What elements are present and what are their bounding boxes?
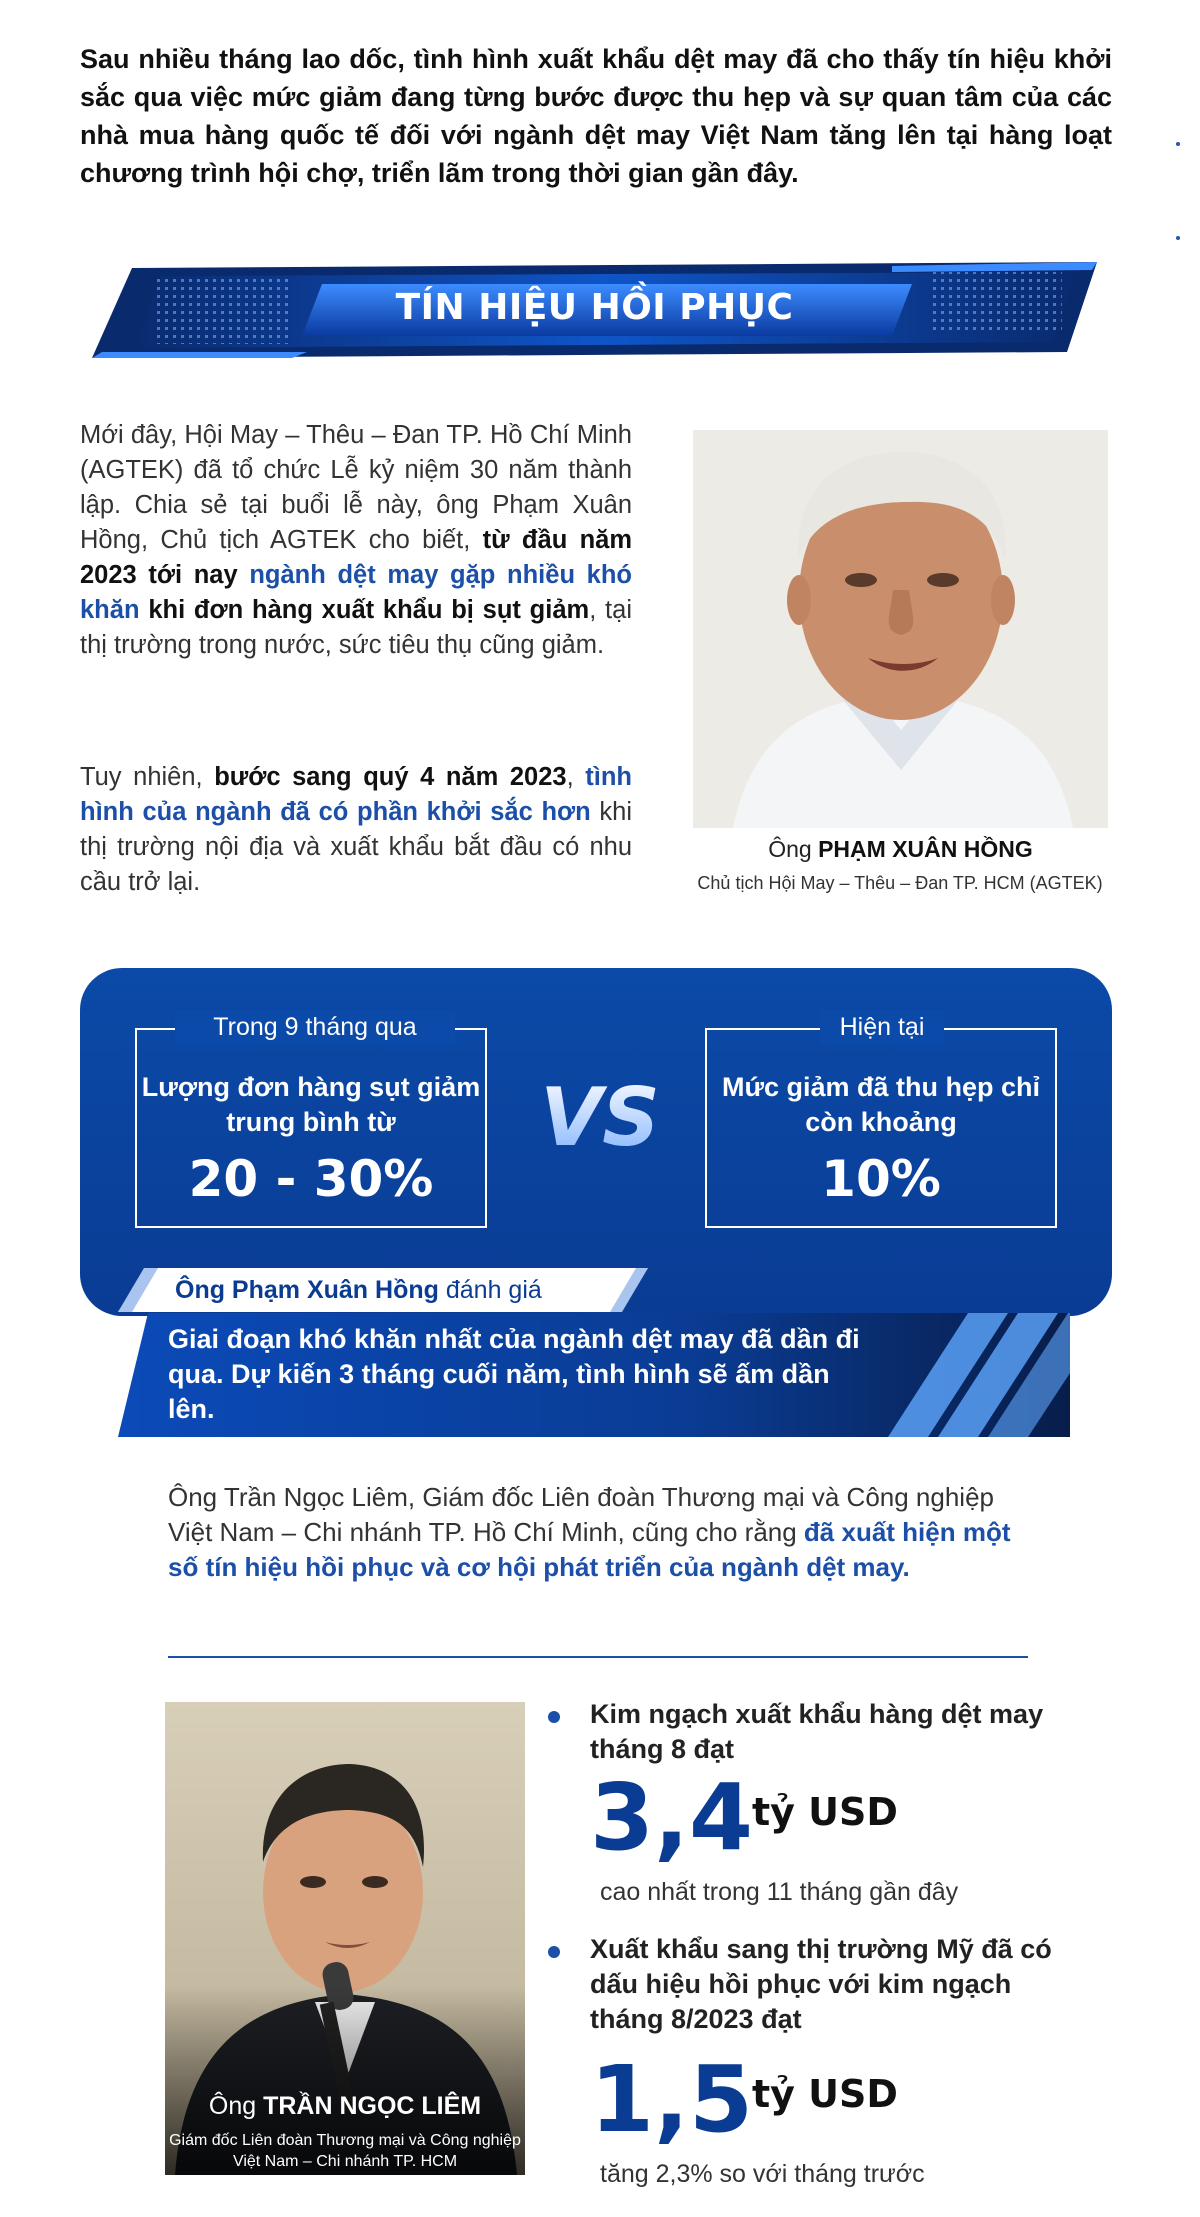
compare-right-label: Hiện tại: [820, 1010, 944, 1044]
caption-name-hong: Ông PHẠM XUÂN HỒNG: [768, 836, 1033, 862]
paragraph-agtek: Mới đây, Hội May – Thêu – Đan TP. Hồ Chí Minh (AGTEK) đã tổ chức Lễ kỷ niệm 30 năm thành lập. Chia sẻ tại buổi lễ này, ông Phạm Xuân Hồng, Chủ tịch AGTEK cho biết, từ đầu năm 2023 tới nay ngành dệt may gặp nhiều khó khăn khi đơn hàng xuất khẩu bị sụt giảm, tại thị trường trong nước, sức tiêu thụ cũng giảm.: [80, 421, 632, 659]
compare-left-label: Trong 9 tháng qua: [175, 1010, 455, 1044]
caption-name-liem: Ông TRẦN NGỌC LIÊM: [208, 2092, 482, 2120]
compare-right-text: Mức giảm đã thu hẹp chỉ còn khoảng: [721, 1072, 1041, 1137]
portrait-pham-xuan-hong: [693, 430, 1108, 828]
bullet-icon: [548, 1711, 560, 1723]
stat2-text: Xuất khẩu sang thị trường Mỹ đã có dấu hiệu hồi phục với kim ngạch tháng 8/2023 đạt: [590, 1934, 1052, 2034]
quote-text: Giai đoạn khó khăn nhất của ngành dệt may đã dần đi qua. Dự kiến 3 tháng cuối năm, tình hình sẽ ấm dần lên.: [168, 1324, 860, 1424]
side-dot: [1176, 236, 1180, 240]
stat1-text: Kim ngạch xuất khẩu hàng dệt may tháng 8 đạt: [590, 1699, 1044, 1764]
section-divider: [168, 1656, 1028, 1658]
stat1-sub: cao nhất trong 11 tháng gần đây: [600, 1878, 959, 1906]
stat1-unit: tỷ USD: [752, 1790, 898, 1834]
portrait-illustration: [693, 430, 1108, 828]
bullet-icon: [548, 1946, 560, 1958]
section-banner: [92, 262, 1097, 358]
stat2-value: 1,5: [590, 2046, 753, 2153]
quote-speaker-tag: Ông Phạm Xuân Hồng đánh giá: [175, 1276, 542, 1304]
intro-paragraph: Sau nhiều tháng lao dốc, tình hình xuất khẩu dệt may đã cho thấy tín hiệu khởi sắc qua việc mức giảm đang từng bước được thu hẹp và sự quan tâm của các nhà mua hàng quốc tế đối với ngành dệt may Việt Nam tăng lên tại hàng loạt chương trình hội chợ, triển lãm trong thời gian gần đây.: [80, 44, 1112, 188]
paragraph-recovery: Tuy nhiên, bước sang quý 4 năm 2023, tình hình của ngành đã có phần khởi sắc hơn khi thị trường nội địa và xuất khẩu bắt đầu có nhu cầu trở lại.: [80, 763, 632, 896]
vs-text: VS: [540, 1071, 660, 1164]
compare-left-text: Lượng đơn hàng sụt giảm trung bình từ: [141, 1072, 481, 1137]
banner-title: TÍN HIỆU HỒI PHỤC: [395, 287, 794, 328]
paragraph-liem: Ông Trần Ngọc Liêm, Giám đốc Liên đoàn Thương mại và Công nghiệp Việt Nam – Chi nhánh TP. Hồ Chí Minh, cũng cho rằng đã xuất hiện một số tín hiệu hồi phục và cơ hội phát triển của ngành dệt may.: [168, 1482, 1011, 1582]
stat2-sub: tăng 2,3% so với tháng trước: [600, 2160, 925, 2188]
stat2-unit: tỷ USD: [752, 2072, 898, 2116]
stat1-value: 3,4: [590, 1764, 753, 1871]
caption-role-liem: Giám đốc Liên đoàn Thương mại và Công nghiệp Việt Nam – Chi nhánh TP. HCM: [169, 2132, 521, 2170]
side-dot: [1176, 142, 1180, 146]
compare-left-value: 20 - 30%: [188, 1150, 434, 1208]
vs-icon: [540, 1060, 660, 1170]
compare-right-value: 10%: [821, 1150, 941, 1208]
caption-role-hong: Chủ tịch Hội May – Thêu – Đan TP. HCM (AGTEK): [697, 873, 1103, 893]
